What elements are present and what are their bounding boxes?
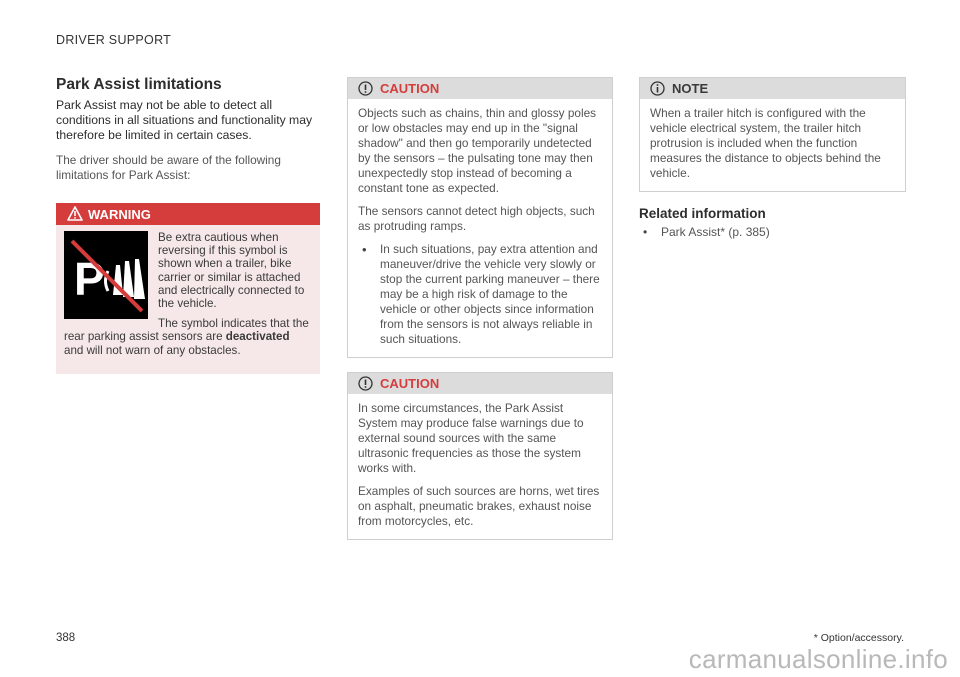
intro-paragraph: Park Assist may not be able to detect all conditions in all situations and functionality may therefore be limited in certain cases. (56, 98, 313, 142)
caution-1-paragraph-2: The sensors cannot detect high objects, such as protruding ramps. (358, 204, 595, 233)
exclamation-circle-icon (358, 81, 373, 96)
related-title: Related information (639, 206, 766, 221)
warning-triangle-icon (67, 206, 83, 221)
caution-2-paragraph-1: In some circumstances, the Park Assist System may produce false warnings due to external sound sources with the same ultrasonic frequencies as those the system works with. (358, 401, 584, 475)
body-paragraph: The driver should be aware of the following limitations for Park Assist: (56, 153, 281, 182)
caution-header-1 (348, 78, 612, 99)
related-link[interactable]: • Park Assist* (p. 385) (639, 225, 906, 240)
warning-body (56, 225, 320, 374)
running-header: DRIVER SUPPORT (56, 33, 172, 47)
caution-label-2: CAUTION (380, 376, 440, 391)
page-number: 388 (56, 632, 76, 644)
footnote: * Option/accessory. (813, 632, 904, 644)
column-2 (347, 77, 613, 540)
note-paragraph: When a trailer hitch is configured with the vehicle electrical system, the trailer hitch protrusion is included when the function measures the distance to objects behind the vehicle. (650, 106, 881, 180)
related-information (639, 206, 906, 240)
list-item: • In such situations, pay extra attention and maneuver/drive the vehicle very slowly or stop the current parking maneuver – there may be a high risk of damage to the vehicle or other objects since information from the sensors is not always reliable in such situations. (358, 242, 602, 347)
warning-header (56, 203, 320, 225)
note-body (640, 99, 905, 191)
warning-paragraph-1: Be extra cautious when reversing if this symbol is shown when a trailer, bike carrier or similar is attached and electrically connected to the vehicle. (158, 231, 305, 311)
caution-1-paragraph-1: Objects such as chains, thin and glossy poles or low obstacles may end up in the "signal shadow" and then go temporarily undetected by the sensors – the pulsating tone may then unexpectedly stop instead of becoming a constant tone as expected. (358, 106, 597, 195)
related-list (639, 225, 906, 240)
caution-body-2 (348, 394, 612, 539)
note-header (640, 78, 905, 99)
caution-label-1: CAUTION (380, 81, 440, 96)
caution-body-1 (348, 99, 612, 357)
svg-text:P: P (74, 253, 105, 305)
section-title: Park Assist limitations (56, 76, 222, 93)
watermark: carmanualsonline.info (688, 644, 948, 674)
park-assist-deactivated-icon (64, 231, 148, 319)
warning-paragraph-2: The symbol indicates that the rear parking assist sensors are deactivated and will not warn of any obstacles. (64, 317, 309, 357)
column-1 (56, 76, 320, 374)
caution-box-2 (347, 372, 613, 540)
caution-header-2 (348, 373, 612, 394)
info-circle-icon (650, 81, 665, 96)
warning-box (56, 203, 320, 374)
note-box (639, 77, 906, 192)
note-label: NOTE (672, 81, 709, 96)
exclamation-circle-icon (358, 376, 373, 391)
warning-label: WARNING (88, 206, 151, 222)
caution-2-paragraph-2: Examples of such sources are horns, wet tires on asphalt, pneumatic brakes, exhaust noise from motorcycles, etc. (358, 484, 600, 528)
caution-box-1 (347, 77, 613, 358)
caution-1-list (358, 242, 602, 347)
column-3 (639, 77, 906, 240)
